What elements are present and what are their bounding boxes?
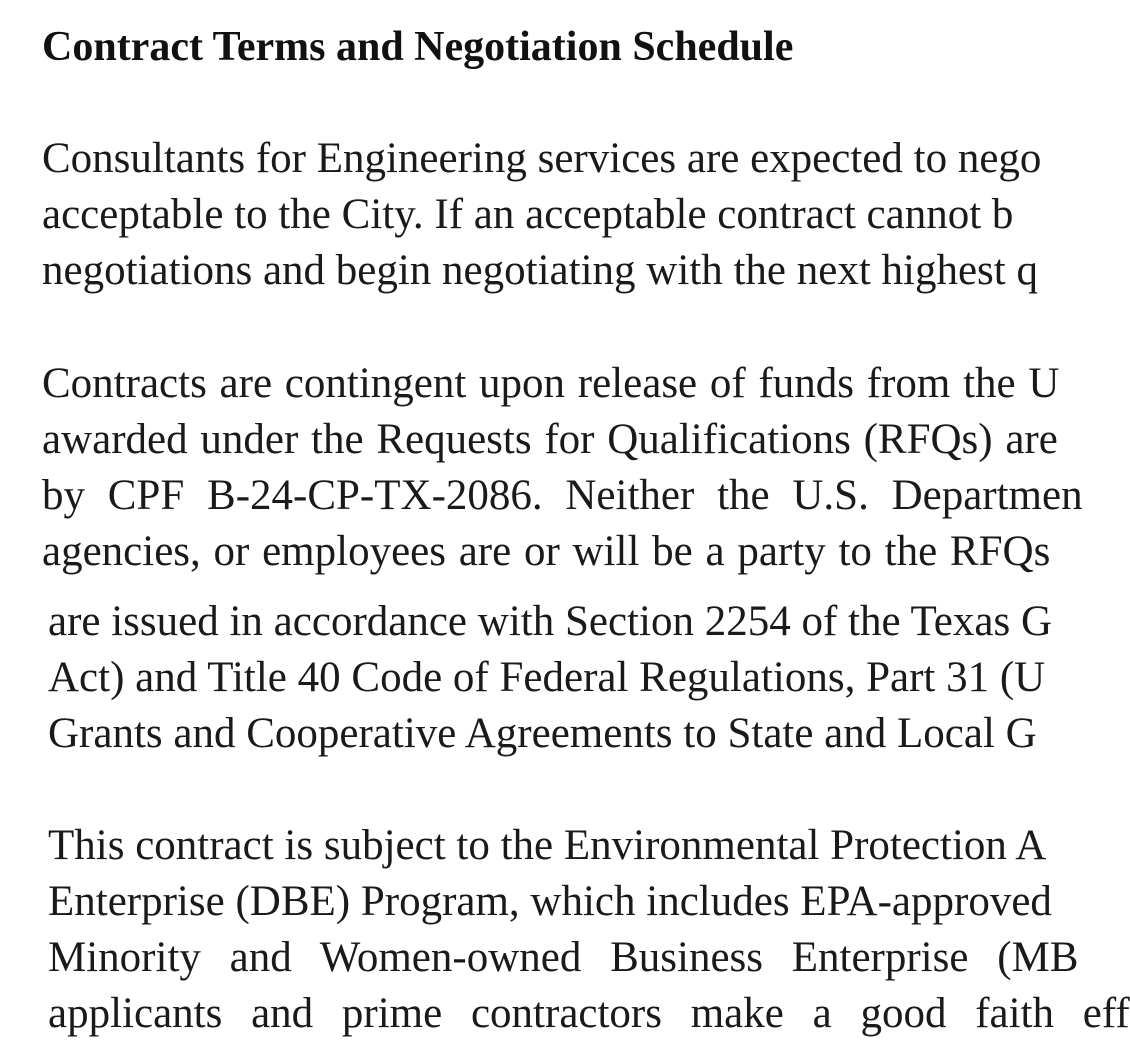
paragraph-line: This contract is subject to the Environmental Protection A: [48, 822, 1047, 869]
paragraph-legal-basis: [48, 594, 1052, 762]
paragraph-line: Consultants for Engineering services are expected to nego: [42, 135, 1042, 182]
paragraph-funding: [42, 356, 1083, 580]
paragraph-dbe-program: [48, 818, 1130, 1042]
paragraph-line: Grants and Cooperative Agreements to State and Local G: [48, 710, 1037, 757]
paragraph-line: awarded under the Requests for Qualifications (RFQs) are: [42, 416, 1058, 463]
paragraph-line: Minority and Women-owned Business Enterprise (MB: [48, 934, 1079, 981]
paragraph-line: acceptable to the City. If an acceptable contract cannot b: [42, 191, 1014, 238]
paragraph-negotiation: [42, 131, 1041, 299]
paragraph-line: Act) and Title 40 Code of Federal Regulations, Part 31 (U: [48, 654, 1046, 701]
paragraph-line: negotiations and begin negotiating with the next highest q: [42, 247, 1038, 294]
paragraph-line: agencies, or employees are or will be a party to the RFQs: [42, 528, 1051, 575]
document-title: Contract Terms and Negotiation Schedule: [42, 24, 794, 70]
paragraph-line: are issued in accordance with Section 2254 of the Texas G: [48, 598, 1052, 645]
paragraph-line: Enterprise (DBE) Program, which includes EPA-approved: [48, 878, 1052, 925]
paragraph-line: applicants and prime contractors make a good faith eff: [48, 990, 1130, 1037]
paragraph-line: by CPF B-24-CP-TX-2086. Neither the U.S. Departmen: [42, 472, 1083, 519]
paragraph-line: Contracts are contingent upon release of funds from the U: [42, 360, 1060, 407]
